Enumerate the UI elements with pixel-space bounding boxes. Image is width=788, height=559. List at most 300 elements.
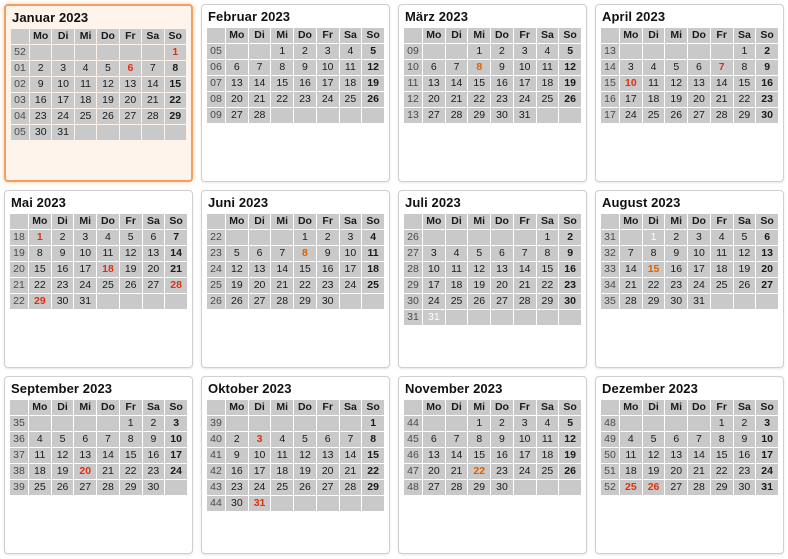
day-cell[interactable]: 16 bbox=[559, 262, 581, 277]
day-cell[interactable]: 20 bbox=[143, 262, 165, 277]
day-cell[interactable]: 24 bbox=[423, 294, 445, 309]
day-cell[interactable]: 9 bbox=[734, 432, 756, 447]
day-cell[interactable]: 25 bbox=[97, 278, 119, 293]
day-cell[interactable]: 18 bbox=[446, 278, 468, 293]
day-cell[interactable]: 30 bbox=[52, 294, 74, 309]
day-cell[interactable]: 18 bbox=[711, 262, 733, 277]
day-cell[interactable]: 2 bbox=[559, 230, 581, 245]
day-cell[interactable]: 8 bbox=[468, 60, 490, 75]
day-cell[interactable]: 10 bbox=[620, 76, 642, 91]
day-cell[interactable]: 4 bbox=[537, 44, 559, 59]
day-cell[interactable]: 19 bbox=[52, 464, 74, 479]
day-cell[interactable]: 12 bbox=[643, 448, 665, 463]
day-cell[interactable]: 17 bbox=[423, 278, 445, 293]
day-cell[interactable]: 19 bbox=[362, 76, 384, 91]
day-cell[interactable]: 30 bbox=[734, 480, 756, 495]
day-cell[interactable]: 14 bbox=[620, 262, 642, 277]
day-cell[interactable]: 23 bbox=[491, 92, 513, 107]
day-cell[interactable]: 25 bbox=[446, 294, 468, 309]
day-cell[interactable]: 25 bbox=[271, 480, 293, 495]
day-cell[interactable]: 23 bbox=[665, 278, 687, 293]
day-cell[interactable]: 26 bbox=[468, 294, 490, 309]
day-cell[interactable]: 18 bbox=[362, 262, 384, 277]
day-cell[interactable]: 1 bbox=[468, 44, 490, 59]
day-cell[interactable]: 19 bbox=[226, 278, 248, 293]
day-cell[interactable]: 7 bbox=[688, 432, 710, 447]
day-cell[interactable]: 17 bbox=[756, 448, 778, 463]
day-cell[interactable]: 2 bbox=[143, 416, 165, 431]
day-cell[interactable]: 15 bbox=[643, 262, 665, 277]
day-cell[interactable]: 30 bbox=[559, 294, 581, 309]
day-cell[interactable]: 12 bbox=[120, 246, 142, 261]
day-cell[interactable]: 28 bbox=[688, 480, 710, 495]
day-cell[interactable]: 29 bbox=[711, 480, 733, 495]
day-cell[interactable]: 18 bbox=[97, 262, 119, 277]
day-cell[interactable]: 31 bbox=[514, 108, 536, 123]
day-cell[interactable]: 19 bbox=[294, 464, 316, 479]
day-cell[interactable]: 13 bbox=[120, 77, 141, 92]
day-cell[interactable]: 11 bbox=[362, 246, 384, 261]
day-cell[interactable]: 22 bbox=[165, 93, 186, 108]
day-cell[interactable]: 21 bbox=[271, 278, 293, 293]
day-cell[interactable]: 5 bbox=[734, 230, 756, 245]
day-cell[interactable]: 2 bbox=[756, 44, 778, 59]
day-cell[interactable]: 3 bbox=[165, 416, 187, 431]
day-cell[interactable]: 6 bbox=[423, 60, 445, 75]
day-cell[interactable]: 29 bbox=[294, 294, 316, 309]
day-cell[interactable]: 27 bbox=[665, 480, 687, 495]
day-cell[interactable]: 15 bbox=[165, 77, 186, 92]
day-cell[interactable]: 26 bbox=[734, 278, 756, 293]
day-cell[interactable]: 1 bbox=[29, 230, 51, 245]
day-cell[interactable]: 31 bbox=[52, 125, 73, 140]
day-cell[interactable]: 1 bbox=[165, 45, 186, 60]
day-cell[interactable]: 20 bbox=[226, 92, 248, 107]
day-cell[interactable]: 4 bbox=[271, 432, 293, 447]
day-cell[interactable]: 5 bbox=[362, 44, 384, 59]
day-cell[interactable]: 25 bbox=[643, 108, 665, 123]
day-cell[interactable]: 6 bbox=[143, 230, 165, 245]
day-cell[interactable]: 23 bbox=[226, 480, 248, 495]
day-cell[interactable]: 17 bbox=[620, 92, 642, 107]
day-cell[interactable]: 11 bbox=[711, 246, 733, 261]
day-cell[interactable]: 24 bbox=[52, 109, 73, 124]
day-cell[interactable]: 2 bbox=[294, 44, 316, 59]
day-cell[interactable]: 29 bbox=[362, 480, 384, 495]
day-cell[interactable]: 9 bbox=[317, 246, 339, 261]
day-cell[interactable]: 6 bbox=[226, 60, 248, 75]
day-cell[interactable]: 21 bbox=[514, 278, 536, 293]
day-cell[interactable]: 26 bbox=[559, 464, 581, 479]
day-cell[interactable]: 13 bbox=[756, 246, 778, 261]
day-cell[interactable]: 2 bbox=[317, 230, 339, 245]
day-cell[interactable]: 22 bbox=[29, 278, 51, 293]
day-cell[interactable]: 11 bbox=[271, 448, 293, 463]
day-cell[interactable]: 27 bbox=[423, 108, 445, 123]
day-cell[interactable]: 16 bbox=[52, 262, 74, 277]
day-cell[interactable]: 20 bbox=[249, 278, 271, 293]
day-cell[interactable]: 17 bbox=[52, 93, 73, 108]
day-cell[interactable]: 22 bbox=[468, 464, 490, 479]
day-cell[interactable]: 26 bbox=[559, 92, 581, 107]
day-cell[interactable]: 11 bbox=[340, 60, 362, 75]
day-cell[interactable]: 1 bbox=[362, 416, 384, 431]
day-cell[interactable]: 13 bbox=[143, 246, 165, 261]
day-cell[interactable]: 25 bbox=[620, 480, 642, 495]
day-cell[interactable]: 22 bbox=[643, 278, 665, 293]
day-cell[interactable]: 29 bbox=[468, 480, 490, 495]
day-cell[interactable]: 11 bbox=[620, 448, 642, 463]
day-cell[interactable]: 1 bbox=[294, 230, 316, 245]
day-cell[interactable]: 1 bbox=[643, 230, 665, 245]
day-cell[interactable]: 26 bbox=[52, 480, 74, 495]
day-cell[interactable]: 24 bbox=[317, 92, 339, 107]
day-cell[interactable]: 28 bbox=[142, 109, 163, 124]
day-cell[interactable]: 14 bbox=[249, 76, 271, 91]
day-cell[interactable]: 2 bbox=[665, 230, 687, 245]
day-cell[interactable]: 17 bbox=[74, 262, 96, 277]
day-cell[interactable]: 17 bbox=[317, 76, 339, 91]
day-cell[interactable]: 7 bbox=[446, 432, 468, 447]
day-cell[interactable]: 8 bbox=[294, 246, 316, 261]
day-cell[interactable]: 31 bbox=[423, 310, 445, 325]
day-cell[interactable]: 30 bbox=[226, 496, 248, 511]
day-cell[interactable]: 15 bbox=[711, 448, 733, 463]
day-cell[interactable]: 15 bbox=[120, 448, 142, 463]
day-cell[interactable]: 13 bbox=[249, 262, 271, 277]
day-cell[interactable]: 24 bbox=[340, 278, 362, 293]
day-cell[interactable]: 9 bbox=[559, 246, 581, 261]
day-cell[interactable]: 3 bbox=[620, 60, 642, 75]
day-cell[interactable]: 19 bbox=[120, 262, 142, 277]
day-cell[interactable]: 2 bbox=[52, 230, 74, 245]
day-cell[interactable]: 11 bbox=[29, 448, 51, 463]
day-cell[interactable]: 7 bbox=[711, 60, 733, 75]
day-cell[interactable]: 18 bbox=[340, 76, 362, 91]
day-cell[interactable]: 20 bbox=[491, 278, 513, 293]
day-cell[interactable]: 11 bbox=[446, 262, 468, 277]
day-cell[interactable]: 7 bbox=[514, 246, 536, 261]
day-cell[interactable]: 21 bbox=[688, 464, 710, 479]
day-cell[interactable]: 5 bbox=[559, 416, 581, 431]
day-cell[interactable]: 12 bbox=[665, 76, 687, 91]
day-cell[interactable]: 28 bbox=[514, 294, 536, 309]
day-cell[interactable]: 14 bbox=[688, 448, 710, 463]
day-cell[interactable]: 23 bbox=[30, 109, 51, 124]
day-cell[interactable]: 12 bbox=[97, 77, 118, 92]
day-cell[interactable]: 3 bbox=[423, 246, 445, 261]
day-cell[interactable]: 15 bbox=[468, 448, 490, 463]
day-cell[interactable]: 20 bbox=[665, 464, 687, 479]
day-cell[interactable]: 4 bbox=[537, 416, 559, 431]
day-cell[interactable]: 2 bbox=[491, 44, 513, 59]
day-cell[interactable]: 19 bbox=[734, 262, 756, 277]
day-cell[interactable]: 27 bbox=[688, 108, 710, 123]
day-cell[interactable]: 3 bbox=[340, 230, 362, 245]
day-cell[interactable]: 4 bbox=[362, 230, 384, 245]
day-cell[interactable]: 12 bbox=[226, 262, 248, 277]
day-cell[interactable]: 28 bbox=[446, 480, 468, 495]
day-cell[interactable]: 14 bbox=[711, 76, 733, 91]
day-cell[interactable]: 30 bbox=[491, 480, 513, 495]
day-cell[interactable]: 18 bbox=[643, 92, 665, 107]
day-cell[interactable]: 12 bbox=[468, 262, 490, 277]
day-cell[interactable]: 15 bbox=[294, 262, 316, 277]
day-cell[interactable]: 29 bbox=[734, 108, 756, 123]
day-cell[interactable]: 26 bbox=[226, 294, 248, 309]
day-cell[interactable]: 15 bbox=[271, 76, 293, 91]
day-cell[interactable]: 4 bbox=[75, 61, 96, 76]
day-cell[interactable]: 27 bbox=[120, 109, 141, 124]
day-cell[interactable]: 19 bbox=[643, 464, 665, 479]
day-cell[interactable]: 3 bbox=[514, 44, 536, 59]
day-cell[interactable]: 3 bbox=[317, 44, 339, 59]
day-cell[interactable]: 1 bbox=[734, 44, 756, 59]
day-cell[interactable]: 29 bbox=[29, 294, 51, 309]
day-cell[interactable]: 29 bbox=[120, 480, 142, 495]
day-cell[interactable]: 5 bbox=[665, 60, 687, 75]
day-cell[interactable]: 31 bbox=[249, 496, 271, 511]
day-cell[interactable]: 21 bbox=[165, 262, 187, 277]
day-cell[interactable]: 4 bbox=[643, 60, 665, 75]
day-cell[interactable]: 4 bbox=[711, 230, 733, 245]
day-cell[interactable]: 3 bbox=[514, 416, 536, 431]
day-cell[interactable]: 9 bbox=[143, 432, 165, 447]
day-cell[interactable]: 5 bbox=[97, 61, 118, 76]
day-cell[interactable]: 28 bbox=[165, 278, 187, 293]
day-cell[interactable]: 5 bbox=[643, 432, 665, 447]
day-cell[interactable]: 14 bbox=[446, 76, 468, 91]
day-cell[interactable]: 13 bbox=[491, 262, 513, 277]
day-cell[interactable]: 17 bbox=[514, 448, 536, 463]
day-cell[interactable]: 2 bbox=[734, 416, 756, 431]
day-cell[interactable]: 9 bbox=[756, 60, 778, 75]
day-cell[interactable]: 18 bbox=[620, 464, 642, 479]
day-cell[interactable]: 10 bbox=[514, 432, 536, 447]
day-cell[interactable]: 14 bbox=[340, 448, 362, 463]
day-cell[interactable]: 30 bbox=[143, 480, 165, 495]
day-cell[interactable]: 12 bbox=[52, 448, 74, 463]
day-cell[interactable]: 26 bbox=[643, 480, 665, 495]
day-cell[interactable]: 7 bbox=[142, 61, 163, 76]
day-cell[interactable]: 15 bbox=[537, 262, 559, 277]
day-cell[interactable]: 24 bbox=[74, 278, 96, 293]
day-cell[interactable]: 10 bbox=[317, 60, 339, 75]
day-cell[interactable]: 16 bbox=[665, 262, 687, 277]
day-cell[interactable]: 6 bbox=[249, 246, 271, 261]
day-cell[interactable]: 11 bbox=[75, 77, 96, 92]
day-cell[interactable]: 23 bbox=[294, 92, 316, 107]
day-cell[interactable]: 5 bbox=[52, 432, 74, 447]
day-cell[interactable]: 20 bbox=[74, 464, 96, 479]
day-cell[interactable]: 26 bbox=[362, 92, 384, 107]
day-cell[interactable]: 24 bbox=[756, 464, 778, 479]
day-cell[interactable]: 27 bbox=[756, 278, 778, 293]
day-cell[interactable]: 22 bbox=[294, 278, 316, 293]
day-cell[interactable]: 21 bbox=[620, 278, 642, 293]
day-cell[interactable]: 16 bbox=[294, 76, 316, 91]
day-cell[interactable]: 8 bbox=[120, 432, 142, 447]
day-cell[interactable]: 3 bbox=[52, 61, 73, 76]
day-cell[interactable]: 26 bbox=[97, 109, 118, 124]
day-cell[interactable]: 12 bbox=[559, 60, 581, 75]
day-cell[interactable]: 2 bbox=[491, 416, 513, 431]
day-cell[interactable]: 9 bbox=[665, 246, 687, 261]
day-cell[interactable]: 13 bbox=[226, 76, 248, 91]
day-cell[interactable]: 3 bbox=[74, 230, 96, 245]
day-cell[interactable]: 10 bbox=[249, 448, 271, 463]
day-cell[interactable]: 30 bbox=[665, 294, 687, 309]
day-cell[interactable]: 21 bbox=[446, 464, 468, 479]
day-cell[interactable]: 27 bbox=[423, 480, 445, 495]
day-cell[interactable]: 8 bbox=[537, 246, 559, 261]
day-cell[interactable]: 7 bbox=[271, 246, 293, 261]
day-cell[interactable]: 28 bbox=[249, 108, 271, 123]
day-cell[interactable]: 16 bbox=[226, 464, 248, 479]
day-cell[interactable]: 27 bbox=[491, 294, 513, 309]
day-cell[interactable]: 5 bbox=[559, 44, 581, 59]
day-cell[interactable]: 15 bbox=[734, 76, 756, 91]
day-cell[interactable]: 1 bbox=[537, 230, 559, 245]
day-cell[interactable]: 22 bbox=[362, 464, 384, 479]
day-cell[interactable]: 30 bbox=[30, 125, 51, 140]
day-cell[interactable]: 7 bbox=[446, 60, 468, 75]
day-cell[interactable]: 22 bbox=[711, 464, 733, 479]
day-cell[interactable]: 19 bbox=[559, 448, 581, 463]
day-cell[interactable]: 25 bbox=[711, 278, 733, 293]
day-cell[interactable]: 13 bbox=[74, 448, 96, 463]
day-cell[interactable]: 18 bbox=[271, 464, 293, 479]
day-cell[interactable]: 4 bbox=[29, 432, 51, 447]
day-cell[interactable]: 8 bbox=[711, 432, 733, 447]
day-cell[interactable]: 18 bbox=[75, 93, 96, 108]
day-cell[interactable]: 30 bbox=[491, 108, 513, 123]
day-cell[interactable]: 6 bbox=[74, 432, 96, 447]
day-cell[interactable]: 6 bbox=[688, 60, 710, 75]
day-cell[interactable]: 23 bbox=[559, 278, 581, 293]
day-cell[interactable]: 10 bbox=[688, 246, 710, 261]
day-cell[interactable]: 6 bbox=[317, 432, 339, 447]
day-cell[interactable]: 26 bbox=[294, 480, 316, 495]
day-cell[interactable]: 17 bbox=[340, 262, 362, 277]
day-cell[interactable]: 23 bbox=[317, 278, 339, 293]
day-cell[interactable]: 6 bbox=[491, 246, 513, 261]
day-cell[interactable]: 19 bbox=[468, 278, 490, 293]
day-cell[interactable]: 20 bbox=[423, 92, 445, 107]
day-cell[interactable]: 2 bbox=[226, 432, 248, 447]
day-cell[interactable]: 25 bbox=[75, 109, 96, 124]
day-cell[interactable]: 27 bbox=[143, 278, 165, 293]
day-cell[interactable]: 7 bbox=[97, 432, 119, 447]
day-cell[interactable]: 31 bbox=[756, 480, 778, 495]
day-cell[interactable]: 22 bbox=[271, 92, 293, 107]
day-cell[interactable]: 16 bbox=[143, 448, 165, 463]
day-cell[interactable]: 20 bbox=[756, 262, 778, 277]
day-cell[interactable]: 1 bbox=[468, 416, 490, 431]
day-cell[interactable]: 1 bbox=[271, 44, 293, 59]
day-cell[interactable]: 21 bbox=[340, 464, 362, 479]
day-cell[interactable]: 4 bbox=[446, 246, 468, 261]
day-cell[interactable]: 28 bbox=[620, 294, 642, 309]
day-cell[interactable]: 4 bbox=[97, 230, 119, 245]
day-cell[interactable]: 23 bbox=[52, 278, 74, 293]
day-cell[interactable]: 18 bbox=[537, 448, 559, 463]
day-cell[interactable]: 11 bbox=[97, 246, 119, 261]
day-cell[interactable]: 10 bbox=[52, 77, 73, 92]
day-cell[interactable]: 14 bbox=[271, 262, 293, 277]
day-cell[interactable]: 6 bbox=[756, 230, 778, 245]
day-cell[interactable]: 25 bbox=[29, 480, 51, 495]
day-cell[interactable]: 10 bbox=[165, 432, 187, 447]
day-cell[interactable]: 7 bbox=[165, 230, 187, 245]
day-cell[interactable]: 27 bbox=[74, 480, 96, 495]
day-cell[interactable]: 24 bbox=[514, 92, 536, 107]
day-cell[interactable]: 4 bbox=[620, 432, 642, 447]
day-cell[interactable]: 22 bbox=[468, 92, 490, 107]
day-cell[interactable]: 14 bbox=[142, 77, 163, 92]
day-cell[interactable]: 14 bbox=[97, 448, 119, 463]
day-cell[interactable]: 8 bbox=[165, 61, 186, 76]
day-cell[interactable]: 3 bbox=[688, 230, 710, 245]
day-cell[interactable]: 23 bbox=[491, 464, 513, 479]
day-cell[interactable]: 3 bbox=[756, 416, 778, 431]
day-cell[interactable]: 1 bbox=[120, 416, 142, 431]
day-cell[interactable]: 21 bbox=[711, 92, 733, 107]
day-cell[interactable]: 22 bbox=[734, 92, 756, 107]
day-cell[interactable]: 8 bbox=[362, 432, 384, 447]
day-cell[interactable]: 7 bbox=[249, 60, 271, 75]
day-cell[interactable]: 15 bbox=[362, 448, 384, 463]
day-cell[interactable]: 6 bbox=[120, 61, 141, 76]
day-cell[interactable]: 8 bbox=[468, 432, 490, 447]
day-cell[interactable]: 21 bbox=[249, 92, 271, 107]
day-cell[interactable]: 7 bbox=[340, 432, 362, 447]
day-cell[interactable]: 16 bbox=[756, 76, 778, 91]
day-cell[interactable]: 9 bbox=[30, 77, 51, 92]
day-cell[interactable]: 19 bbox=[97, 93, 118, 108]
day-cell[interactable]: 18 bbox=[537, 76, 559, 91]
day-cell[interactable]: 14 bbox=[446, 448, 468, 463]
day-cell[interactable]: 10 bbox=[423, 262, 445, 277]
day-cell[interactable]: 28 bbox=[446, 108, 468, 123]
day-cell[interactable]: 29 bbox=[537, 294, 559, 309]
day-cell[interactable]: 22 bbox=[537, 278, 559, 293]
day-cell[interactable]: 23 bbox=[734, 464, 756, 479]
day-cell[interactable]: 7 bbox=[620, 246, 642, 261]
day-cell[interactable]: 20 bbox=[688, 92, 710, 107]
day-cell[interactable]: 4 bbox=[340, 44, 362, 59]
day-cell[interactable]: 5 bbox=[120, 230, 142, 245]
day-cell[interactable]: 13 bbox=[423, 448, 445, 463]
day-cell[interactable]: 29 bbox=[468, 108, 490, 123]
day-cell[interactable]: 8 bbox=[643, 246, 665, 261]
day-cell[interactable]: 14 bbox=[514, 262, 536, 277]
day-cell[interactable]: 9 bbox=[52, 246, 74, 261]
day-cell[interactable]: 6 bbox=[665, 432, 687, 447]
day-cell[interactable]: 18 bbox=[29, 464, 51, 479]
day-cell[interactable]: 15 bbox=[29, 262, 51, 277]
day-cell[interactable]: 2 bbox=[30, 61, 51, 76]
day-cell[interactable]: 13 bbox=[665, 448, 687, 463]
day-cell[interactable]: 13 bbox=[423, 76, 445, 91]
day-cell[interactable]: 17 bbox=[249, 464, 271, 479]
day-cell[interactable]: 13 bbox=[688, 76, 710, 91]
day-cell[interactable]: 19 bbox=[665, 92, 687, 107]
day-cell[interactable]: 27 bbox=[317, 480, 339, 495]
day-cell[interactable]: 9 bbox=[226, 448, 248, 463]
day-cell[interactable]: 12 bbox=[734, 246, 756, 261]
day-cell[interactable]: 10 bbox=[340, 246, 362, 261]
